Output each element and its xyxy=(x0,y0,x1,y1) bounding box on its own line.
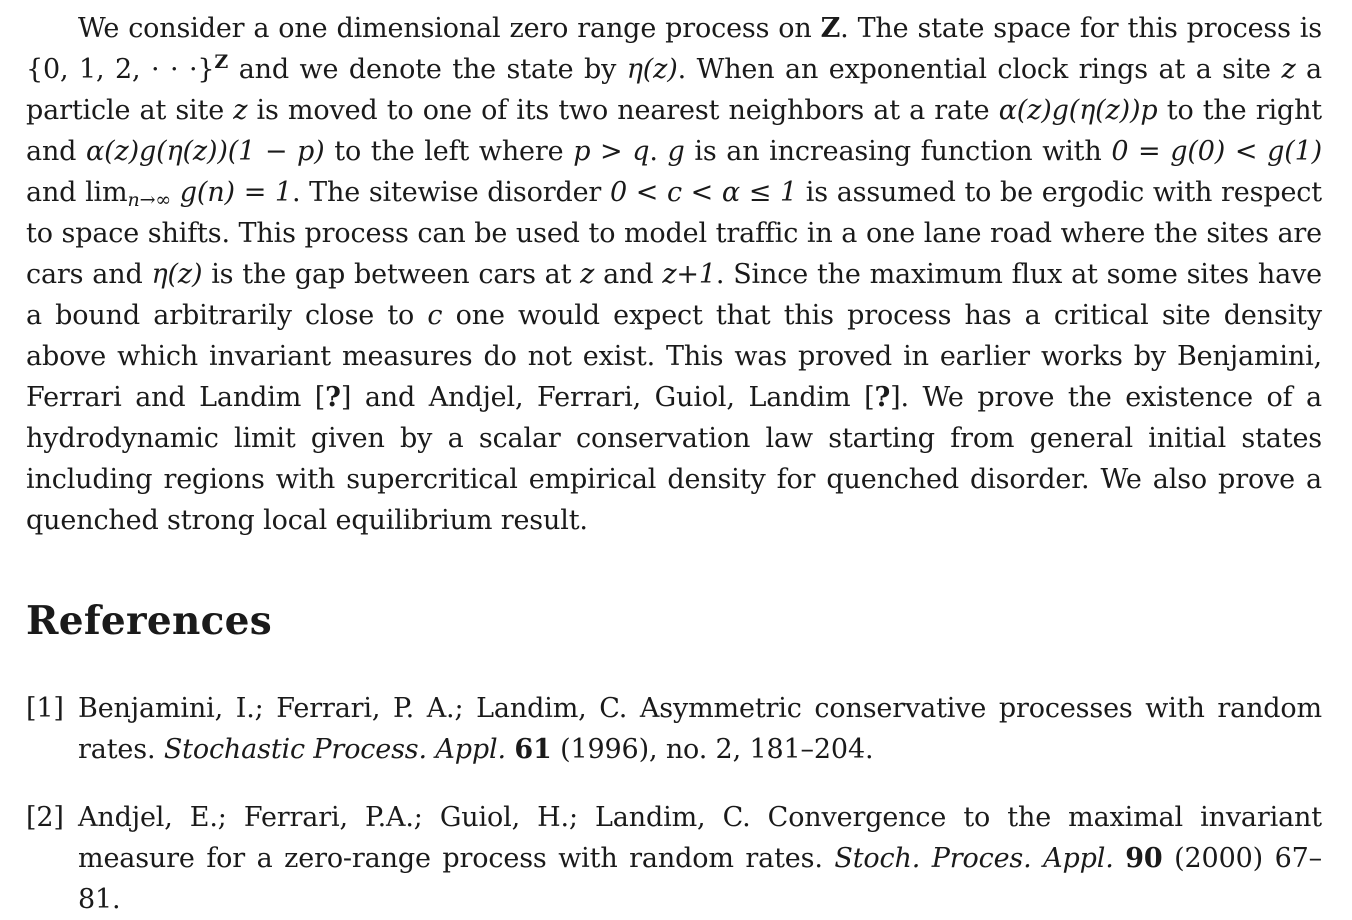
math-c: c xyxy=(427,300,443,331)
abstract-text: a particle at site xyxy=(26,54,1322,126)
abstract-text: . The sitewise disorder xyxy=(291,177,610,208)
abstract-paragraph xyxy=(26,8,1322,541)
reference-authors-title: Benjamini, I.; Ferrari, P. A.; Landim, C. Asymmetric conservative processes with random rates. xyxy=(78,693,1322,765)
math-rate-left: α(z)g(η(z))(1 − p) xyxy=(86,136,325,167)
paper-page xyxy=(26,8,1323,915)
reference-number: [1] xyxy=(26,693,64,724)
reference-volume: 90 xyxy=(1125,843,1163,874)
math-p-q: p > q xyxy=(573,136,650,167)
references-heading: References xyxy=(26,598,273,644)
abstract-text: and xyxy=(594,259,663,290)
abstract-text: ] and Andjel, Ferrari, Guiol, Landim [ xyxy=(340,382,875,413)
reference-journal: Stoch. Proces. Appl. xyxy=(834,843,1114,874)
math-disorder: 0 < c < α ≤ 1 xyxy=(609,177,797,208)
abstract-text: We consider a one dimensional zero range process on xyxy=(78,13,821,44)
abstract-text: and we denote the state by xyxy=(228,54,627,85)
reference-item xyxy=(26,688,1322,770)
reference-journal: Stochastic Process. Appl. xyxy=(163,734,506,765)
abstract-text: . The state space for this process is {0, 1, 2, · · ·} xyxy=(26,13,1322,85)
reference-details: (2000) 67–81. xyxy=(78,843,1323,915)
abstract-text: one would expect that this process has a critical site density above which invariant measures do not exist. This was proved in earlier works by Benjamini, Ferrari and Landim [ xyxy=(26,300,1322,413)
abstract-text: . xyxy=(649,136,668,167)
citation-link[interactable]: ? xyxy=(874,382,891,413)
abstract-text: . When an exponential clock rings at a site xyxy=(677,54,1282,85)
reference-authors-title: Andjel, E.; Ferrari, P.A.; Guiol, H.; Landim, C. Convergence to the maximal invariant measure for a zero-range process with random rates. xyxy=(78,802,1322,874)
math-eta: η(z) xyxy=(626,54,678,85)
math-z: z xyxy=(233,95,248,126)
citation-link[interactable]: ? xyxy=(325,382,341,413)
math-eta: η(z) xyxy=(151,259,203,290)
math-limit-subscript: n→∞ xyxy=(127,189,172,211)
reference-details: (1996), no. 2, 181–204. xyxy=(551,734,874,765)
abstract-text: is the gap between cars at xyxy=(202,259,581,290)
math-g-limit: g(n) = 1 xyxy=(171,177,292,208)
math-rate-right: α(z)g(η(z))p xyxy=(998,95,1158,126)
abstract-text: is moved to one of its two nearest neighbors at a rate xyxy=(247,95,999,126)
abstract-text: is assumed to be ergodic with respect to space shifts. This process can be used to model traffic in a one lane road where the sites are cars and xyxy=(26,177,1322,290)
reference-number: [2] xyxy=(26,802,64,833)
math-superscript-integers: Z xyxy=(214,51,229,73)
math-z: z xyxy=(580,259,595,290)
reference-volume: 61 xyxy=(514,734,552,765)
abstract-text: and lim xyxy=(26,177,128,208)
abstract-text: . Since the maximum flux at some sites have a bound arbitrarily close to xyxy=(26,259,1322,331)
reference-item xyxy=(26,797,1322,920)
math-g-inequality: 0 = g(0) < g(1) xyxy=(1111,136,1322,167)
abstract-text: to the right and xyxy=(26,95,1323,167)
abstract-text: to the left where xyxy=(324,136,574,167)
abstract-text: is an increasing function with xyxy=(684,136,1112,167)
math-z: z xyxy=(1281,54,1296,85)
abstract-text: ]. We prove the existence of a hydrodynamic limit given by a scalar conservation law starting from general initial states including regions with supercritical empirical density for quenched disorder. We also prove a quenched strong local equilibrium result. xyxy=(26,382,1322,536)
math-g: g xyxy=(667,136,685,167)
reference-list xyxy=(26,688,1322,920)
math-z-plus-one: z+1 xyxy=(662,259,716,290)
math-integers: Z xyxy=(820,13,841,44)
